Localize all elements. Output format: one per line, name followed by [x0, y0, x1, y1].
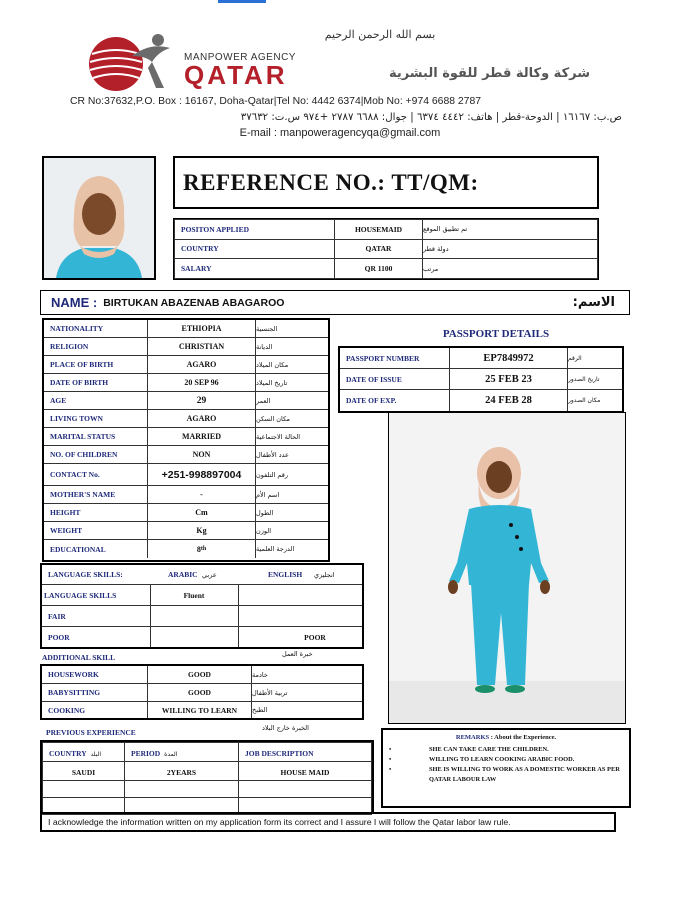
- skill-cooking-label: COOKING: [42, 702, 148, 718]
- applicant-photo: [42, 156, 156, 280]
- english-level: POOR: [304, 632, 326, 642]
- personal-place-of-birth-row: [44, 356, 328, 374]
- remarks-heading: [389, 734, 623, 741]
- language-table: [40, 563, 364, 649]
- personal-religion-label: RELIGION: [44, 338, 148, 355]
- personal-age-value: 29: [148, 392, 256, 409]
- poor-label: POOR: [48, 632, 70, 642]
- fluent-row: [42, 585, 362, 606]
- personal-height-value: Cm: [148, 504, 256, 521]
- previous-experience-label: PREVIOUS EXPERIENCE: [46, 728, 136, 737]
- personal-nationality-arabic: الجنسية: [256, 324, 278, 333]
- experience-table: [40, 740, 374, 814]
- period-header-ar: المدة: [164, 751, 178, 758]
- english-column-header-ar: انجليزي: [314, 570, 335, 579]
- experience-job: HOUSE MAID: [280, 768, 330, 777]
- additional-skill-label: ADDITIONAL SKILL: [42, 653, 116, 662]
- passport-number-value: EP7849972: [450, 348, 568, 368]
- country-label: COUNTRY: [181, 244, 219, 254]
- fair-label: FAIR: [48, 611, 66, 621]
- passport-issue-arabic: تاريخ الصدور: [568, 375, 600, 383]
- name-bar: [40, 290, 630, 315]
- personal-contact-no-arabic: رقم التلفون: [256, 470, 288, 479]
- remark-text: SHE IS WILLING TO WORK AS A DOMESTIC WORKER AS PER QATAR LABOUR LAW: [429, 766, 620, 783]
- additional-skill-arabic: خبرة العمل: [282, 650, 313, 658]
- blue-top-mark: [218, 0, 266, 3]
- position-arabic: تم تطبيق الموقع: [423, 225, 468, 234]
- remark-text: SHE CAN TAKE CARE THE CHILDREN.: [429, 746, 549, 753]
- email-line: E-mail : manpoweragencyqa@gmail.com: [239, 127, 441, 139]
- bullet-icon: •: [389, 756, 392, 763]
- personal-mother-s-name-arabic: اسم الأم: [256, 490, 280, 499]
- country-row: [175, 239, 598, 259]
- remark-item: [389, 755, 623, 765]
- additional-skill-table: [40, 664, 364, 720]
- passport-expiry-value: 24 FEB 28: [450, 390, 568, 411]
- personal-date-of-birth-value: 20 SEP 96: [148, 374, 256, 391]
- arabic-level: Fluent: [183, 590, 205, 600]
- personal-religion-arabic: الديانة: [256, 342, 273, 351]
- language-skills-row-label: LANGUAGE SKILLS: [44, 590, 117, 600]
- skill-babysitting-arabic: تربية الأطفال: [252, 688, 288, 697]
- brand-big: QATAR: [184, 60, 288, 90]
- acknowledgement-text: I acknowledge the information written on my application form its correct and I assure I will follow the Qatar labor law rule.: [48, 817, 511, 827]
- personal-nationality-label: NATIONALITY: [44, 320, 148, 337]
- personal-place-of-birth-value: AGARO: [148, 356, 256, 373]
- experience-header-row: [43, 743, 372, 762]
- personal-educational-arabic: الدرجة العلمية: [256, 545, 295, 553]
- salary-value: QR 1100: [364, 264, 393, 274]
- educational-value-suffix: th: [200, 546, 207, 552]
- personal-place-of-birth-arabic: مكان الميلاد: [256, 360, 289, 369]
- skill-housework-arabic: خادمة: [252, 670, 268, 679]
- fair-row: [42, 606, 362, 627]
- job-header: JOB DESCRIPTION: [245, 749, 314, 758]
- position-label: POSITON APPLIED: [181, 224, 250, 234]
- acknowledgement-bar: [40, 812, 616, 832]
- skill-housework-label: HOUSEWORK: [42, 666, 148, 683]
- passport-number-arabic: الرقم: [568, 354, 582, 362]
- remarks-box: [381, 728, 631, 808]
- skill-housework-value: GOOD: [148, 666, 252, 683]
- personal-no-of-children-row: [44, 446, 328, 464]
- personal-mother-s-name-label: MOTHER'S NAME: [44, 486, 148, 503]
- experience-empty-row: [43, 781, 372, 798]
- bullet-icon: •: [389, 746, 392, 753]
- skill-babysitting-label: BABYSITTING: [42, 684, 148, 701]
- poor-row: [42, 627, 362, 647]
- personal-mother-s-name-value: -: [148, 486, 256, 503]
- personal-date-of-birth-row: [44, 374, 328, 392]
- passport-issue-label: DATE OF ISSUE: [340, 369, 450, 389]
- full-body-photo: [388, 412, 626, 724]
- educational-value: 8: [196, 544, 201, 554]
- reference-box: [173, 156, 599, 209]
- period-header: PERIOD: [131, 749, 161, 758]
- personal-living-town-label: LIVING TOWN: [44, 410, 148, 427]
- salary-arabic: مرتب: [423, 264, 439, 273]
- personal-living-town-value: AGARO: [148, 410, 256, 427]
- personal-mother-s-name-row: [44, 486, 328, 504]
- personal-living-town-row: [44, 410, 328, 428]
- personal-living-town-arabic: مكان السكن: [256, 414, 291, 423]
- experience-row: [43, 762, 372, 781]
- personal-weight-arabic: الوزن: [256, 526, 272, 535]
- position-table: [173, 218, 599, 280]
- bullet-icon: •: [389, 766, 392, 773]
- personal-weight-value: Kg: [148, 522, 256, 539]
- country-arabic: دولة قطر: [423, 244, 449, 253]
- personal-date-of-birth-arabic: تاريخ الميلاد: [256, 378, 288, 387]
- contact-english: CR No:37632,P.O. Box : 16167, Doha-Qatar|Tel No: 4442 6374|Mob No: +974 6688 2787: [70, 96, 482, 107]
- remark-text: WILLING TO LEARN COOKING ARABIC FOOD.: [429, 756, 575, 763]
- name-arabic: الاسم:: [572, 295, 615, 310]
- personal-no-of-children-label: NO. OF CHILDREN: [44, 446, 148, 463]
- language-skills-label: LANGUAGE SKILLS:: [48, 570, 123, 579]
- name-label: NAME :: [51, 295, 98, 310]
- experience-period: 2YEARS: [166, 768, 197, 777]
- personal-educational-label: EDUCATIONAL: [44, 540, 148, 558]
- personal-height-label: HEIGHT: [44, 504, 148, 521]
- personal-contact-no-label: CONTACT No.: [44, 464, 148, 485]
- personal-educational-row: [44, 540, 328, 558]
- personal-place-of-birth-label: PLACE OF BIRTH: [44, 356, 148, 373]
- personal-religion-value: CHRISTIAN: [148, 338, 256, 355]
- remark-item: [389, 765, 623, 785]
- personal-no-of-children-value: NON: [148, 446, 256, 463]
- personal-nationality-value: ETHIOPIA: [148, 320, 256, 337]
- name-value: BIRTUKAN ABAZENAB ABAGAROO: [103, 296, 285, 309]
- personal-marital-status-row: [44, 428, 328, 446]
- agency-logo: [70, 32, 182, 92]
- personal-weight-label: WEIGHT: [44, 522, 148, 539]
- english-column-header: ENGLISH: [268, 570, 303, 579]
- bismillah-calligraphy: بسم الله الرحمن الرحيم: [324, 28, 436, 41]
- remarks-title: REMARKS: [455, 734, 490, 741]
- country-header-ar: البلد: [90, 751, 102, 758]
- personal-age-arabic: العمر: [256, 396, 271, 405]
- remark-item: [389, 745, 623, 755]
- language-header-row: [42, 565, 362, 585]
- passport-title: PASSPORT DETAILS: [442, 328, 550, 340]
- passport-issue-value: 25 FEB 23: [450, 369, 568, 389]
- position-value: HOUSEMAID: [354, 224, 403, 234]
- country-value: QATAR: [365, 244, 392, 254]
- personal-educational-value: [148, 540, 256, 558]
- personal-marital-status-arabic: الحالة الاجتماعية: [256, 432, 301, 441]
- passport-issue-row: [340, 369, 622, 390]
- contact-arabic: ص.ب: ١٦١٦٧ | الدوحة-قطر | هاتف: ٤٤٤٢ ٦٣٧٤ | جوال: ٦٦٨٨ ٢٧٨٧ +٩٧٤ س.ت: ٣٧٦٣٢: [240, 112, 622, 123]
- reference-label: REFERENCE NO.: TT/QM:: [183, 169, 479, 195]
- salary-row: [175, 259, 598, 279]
- brand-small: MANPOWER AGENCY: [184, 52, 296, 63]
- skill-babysitting-value: GOOD: [148, 684, 252, 701]
- personal-height-arabic: الطول: [256, 508, 274, 517]
- personal-details-table: [42, 318, 330, 562]
- personal-date-of-birth-label: DATE OF BIRTH: [44, 374, 148, 391]
- skill-cooking-value: WILLING TO LEARN: [148, 702, 252, 718]
- personal-nationality-row: [44, 320, 328, 338]
- country-header: COUNTRY: [49, 749, 87, 758]
- remarks-subtitle: : About the Experience.: [490, 734, 557, 741]
- personal-weight-row: [44, 522, 328, 540]
- experience-country: SAUDI: [71, 768, 96, 777]
- passport-table: [338, 346, 624, 413]
- personal-no-of-children-arabic: عدد الأطفال: [256, 450, 289, 459]
- personal-contact-no-row: [44, 464, 328, 486]
- personal-contact-no-value: +251-998897004: [148, 464, 256, 485]
- previous-experience-arabic: الخبرة خارج البلاد: [262, 724, 309, 732]
- arabic-column-header: ARABIC: [168, 570, 198, 579]
- skill-babysitting-row: [42, 684, 362, 702]
- personal-age-label: AGE: [44, 392, 148, 409]
- personal-marital-status-label: MARITAL STATUS: [44, 428, 148, 445]
- skill-cooking-arabic: الطبخ: [252, 706, 268, 714]
- personal-height-row: [44, 504, 328, 522]
- skill-cooking-row: [42, 702, 362, 718]
- passport-number-label: PASSPORT NUMBER: [340, 348, 450, 368]
- salary-label: SALARY: [181, 264, 212, 274]
- brand-arabic: شركة وكالة قطر للقوة البشرية: [388, 66, 590, 81]
- letterhead: [60, 20, 620, 144]
- position-row: [175, 220, 598, 240]
- passport-expiry-label: DATE OF EXP.: [340, 390, 450, 411]
- skill-housework-row: [42, 666, 362, 684]
- personal-age-row: [44, 392, 328, 410]
- passport-expiry-row: [340, 390, 622, 411]
- arabic-column-header-ar: عربي: [202, 570, 217, 579]
- passport-expiry-arabic: مكان الصدور: [568, 397, 601, 404]
- passport-number-row: [340, 348, 622, 369]
- personal-religion-row: [44, 338, 328, 356]
- personal-marital-status-value: MARRIED: [148, 428, 256, 445]
